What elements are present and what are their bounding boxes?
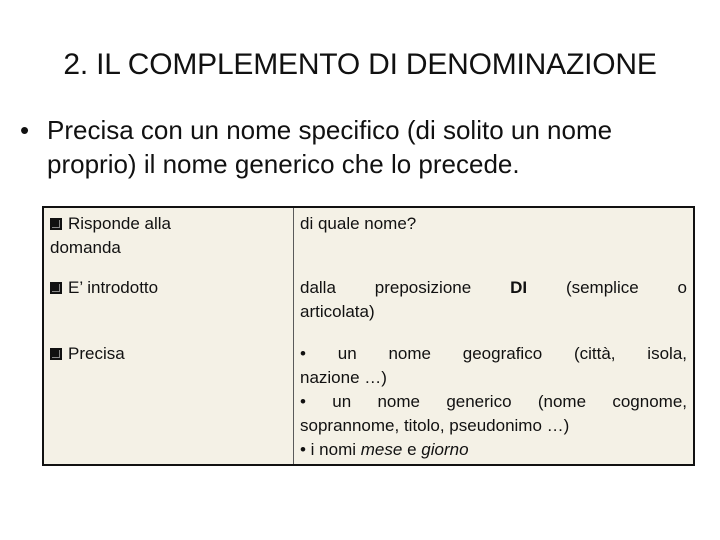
row-label-line-1 [50, 212, 287, 236]
row-label-line-1 [50, 276, 287, 300]
row-value-pre: dalla preposizione [300, 278, 472, 297]
checkbox-square-icon [50, 348, 62, 360]
slide-title: 2. IL COMPLEMENTO DI DENOMINAZIONE [63, 48, 657, 81]
row-value-cell [294, 338, 695, 465]
row-value-item3 [300, 438, 687, 462]
intro-line-2: proprio) il nome generico che lo precede. [47, 149, 520, 179]
checkbox-square-icon [50, 282, 62, 294]
intro-bullet-text [47, 113, 697, 181]
row-value-item2-line2: soprannome, titolo, pseudonimo …) [300, 416, 570, 435]
row-label-cell [43, 338, 294, 465]
table-row [43, 274, 694, 338]
table-row [43, 207, 694, 274]
row-label-text: E’ introdotto [68, 278, 159, 297]
row-value-item2-line1: • un nome generico (nome cognome, [300, 392, 687, 411]
row-value-item1-line1: • un nome geografico (città, isola, [300, 344, 687, 363]
row-value-item3-em1: mese [360, 440, 403, 459]
row-value-cell [294, 274, 695, 338]
row-label-text: Risponde alla [68, 214, 172, 233]
bullet-icon: • [20, 115, 30, 145]
row-value-text: di quale nome? [300, 214, 417, 233]
row-value-bold: DI [510, 278, 528, 297]
intro-line-1: Precisa con un nome specifico (di solito un nome [47, 115, 613, 145]
row-label-cell [43, 274, 294, 338]
row-value-line-1 [300, 276, 687, 300]
table-row [43, 338, 694, 465]
row-label-text: Precisa [68, 344, 125, 363]
row-value-item3-em2: giorno [421, 440, 469, 459]
row-label-line-1 [50, 342, 287, 366]
row-value-item3-pre: • i nomi [300, 440, 357, 459]
row-value-post: (semplice o [565, 278, 687, 297]
row-value-item1-line2: nazione …) [300, 368, 387, 387]
row-value-cell [294, 207, 695, 274]
row-label-cell [43, 207, 294, 274]
row-value-item3-mid: e [407, 440, 417, 459]
row-label-line-2: domanda [50, 238, 121, 257]
info-table [42, 206, 695, 466]
row-value-line-2: articolata) [300, 302, 375, 321]
checkbox-square-icon [50, 218, 62, 230]
